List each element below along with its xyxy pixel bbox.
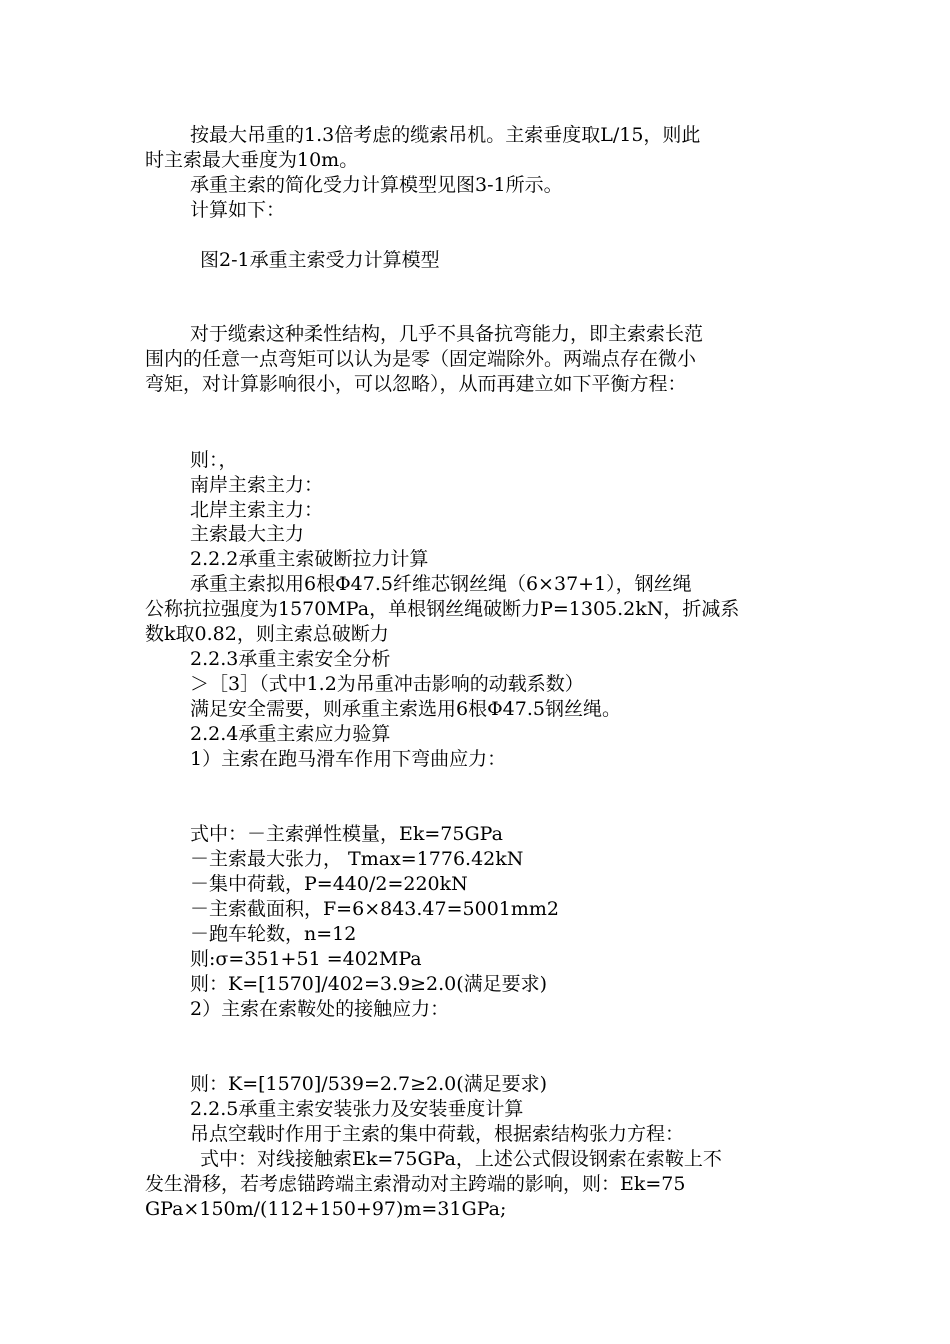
text-line: 2）主索在索鞍处的接触应力： [190, 998, 450, 1020]
text-line: 吊点空载时作用于主索的集中荷载，根据索结构张力方程： [190, 1123, 685, 1145]
text-line: 式中：－主索弹性模量，Ek=75GPa [190, 823, 503, 845]
section-heading: 2.2.5承重主索安装张力及安装垂度计算 [190, 1098, 524, 1120]
text-line: －跑车轮数，n=12 [190, 923, 357, 945]
text-line: 承重主索的简化受力计算模型见图3-1所示。 [190, 174, 563, 196]
text-line: 围内的任意一点弯矩可以认为是零（固定端除外。两端点存在微小 [145, 348, 697, 370]
text-line: －主索截面积，F=6×843.47=5001mm2 [190, 898, 559, 920]
text-line: 式中：对线接触索Ek=75GPa，上述公式假设钢索在索鞍上不 [200, 1148, 722, 1170]
text-line: 则：， [190, 449, 238, 471]
text-line: GPa×150m/(112+150+97)m=31GPa; [145, 1198, 507, 1220]
text-line: －集中荷载，P=440/2=220kN [190, 873, 468, 895]
text-line: 按最大吊重的1.3倍考虑的缆索吊机。主索垂度取L/15，则此 [190, 124, 701, 146]
section-heading: 2.2.2承重主索破断拉力计算 [190, 548, 429, 570]
section-heading: 2.2.4承重主索应力验算 [190, 723, 391, 745]
text-line: 计算如下： [190, 199, 286, 221]
text-line: 时主索最大垂度为10m。 [145, 149, 359, 171]
text-line: 弯矩，对计算影响很小，可以忽略），从而再建立如下平衡方程： [145, 373, 687, 395]
text-line: －主索最大张力， Tmax=1776.42kN [190, 848, 524, 870]
text-line: 公称抗拉强度为1570MPa，单根钢丝绳破断力P=1305.2kN，折减系 [145, 598, 740, 620]
text-line: 满足安全需要，则承重主索选用6根Φ47.5钢丝绳。 [190, 698, 621, 720]
text-line: 数k取0.82，则主索总破断力 [145, 623, 389, 645]
text-line: 南岸主索主力： [190, 474, 324, 496]
text-line: 则：K=[1570]/539=2.7≥2.0(满足要求) [190, 1073, 548, 1095]
text-line: 则:σ=351+51 =402MPa [190, 948, 422, 970]
text-line: 主索最大主力 [190, 523, 305, 545]
section-heading: 2.2.3承重主索安全分析 [190, 648, 391, 670]
text-line: 1）主索在跑马滑车作用下弯曲应力： [190, 748, 507, 770]
text-line: 则：K=[1570]/402=3.9≥2.0(满足要求) [190, 973, 548, 995]
text-line: 承重主索拟用6根Φ47.5纤维芯钢丝绳（6×37+1），钢丝绳 [190, 573, 692, 595]
text-line: 对于缆索这种柔性结构，几乎不具备抗弯能力，即主索索长范 [190, 323, 704, 345]
figure-caption: 图2-1承重主索受力计算模型 [200, 249, 440, 271]
text-line: 北岸主索主力： [190, 499, 324, 521]
text-line: ＞［3］（式中1.2为吊重冲击影响的动载系数） [190, 673, 584, 695]
text-line: 发生滑移，若考虑锚跨端主索滑动对主跨端的影响，则：Ek=75 [145, 1173, 686, 1195]
